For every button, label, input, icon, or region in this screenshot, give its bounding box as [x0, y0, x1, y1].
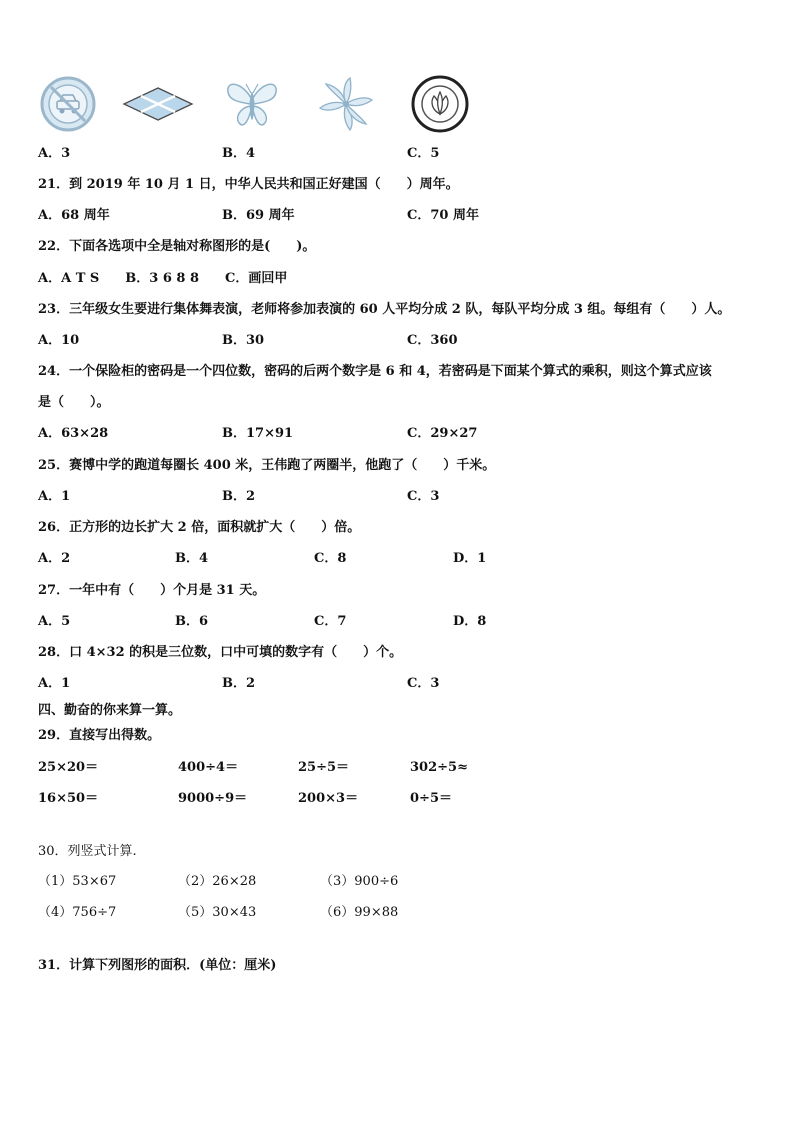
- q26-option-a[interactable]: A．2: [38, 551, 71, 566]
- leaf-circle-icon: [410, 74, 470, 134]
- q25-option-c[interactable]: C．3: [407, 489, 440, 504]
- q27-option-c[interactable]: C．7: [314, 614, 347, 629]
- q24-stem-line-1: 24．一个保险柜的密码是一个四位数，密码的后两个数字是 6 和 4，若密码是下面某个算式的乘积，则这个算式应该: [38, 364, 712, 379]
- q23-option-a[interactable]: A．10: [38, 333, 80, 348]
- q21-stem: 21．到 2019 年 10 月 1 日，中华人民共和国正好建国（ ）周年。: [38, 177, 459, 192]
- q27-stem: 27．一年中有（ ）个月是 31 天。: [38, 583, 266, 598]
- q29-stem: 29．直接写出得数。: [38, 728, 161, 743]
- diamond-grid-icon: [122, 74, 194, 134]
- butterfly-icon: [222, 74, 282, 134]
- q25-option-a[interactable]: A．1: [38, 489, 71, 504]
- q30-item: （1）53×67: [38, 874, 117, 889]
- q23-option-b[interactable]: B．30: [222, 333, 265, 348]
- q22-stem: 22．下面各选项中全是轴对称图形的是( )。: [38, 239, 316, 254]
- q30-item: （6）99×88: [320, 905, 399, 920]
- q30-stem: 30．列竖式计算.: [38, 844, 137, 859]
- q20-option-a[interactable]: A．3: [38, 146, 71, 161]
- q22-options[interactable]: A．A T S B．3 6 8 8 C．画回甲: [38, 271, 288, 286]
- q29-item: 200×3＝: [298, 791, 359, 806]
- q26-option-c[interactable]: C．8: [314, 551, 347, 566]
- q29-item: 16×50＝: [38, 791, 99, 806]
- q30-item: （2）26×28: [178, 874, 257, 889]
- pinwheel-flower-icon: [316, 74, 376, 134]
- q28-option-a[interactable]: A．1: [38, 676, 71, 691]
- q24-option-b[interactable]: B．17×91: [222, 426, 294, 441]
- q30-item: （4）756÷7: [38, 905, 117, 920]
- q28-stem: 28．口 4×32 的积是三位数，口中可填的数字有（ ）个。: [38, 645, 403, 660]
- figure-options-row: [36, 74, 496, 138]
- q24-option-c[interactable]: C．29×27: [407, 426, 478, 441]
- q23-stem: 23．三年级女生要进行集体舞表演，老师将参加表演的 60 人平均分成 2 队，每队平均分成 3 组。每组有（ ）人。: [38, 302, 731, 317]
- q25-option-b[interactable]: B．2: [222, 489, 256, 504]
- q26-stem: 26．正方形的边长扩大 2 倍，面积就扩大（ ）倍。: [38, 520, 361, 535]
- q29-item: 400÷4＝: [178, 760, 239, 775]
- q27-option-b[interactable]: B．6: [175, 614, 209, 629]
- q20-option-c[interactable]: C．5: [407, 146, 440, 161]
- q21-option-b[interactable]: B．69 周年: [222, 208, 295, 223]
- q20-option-b[interactable]: B．4: [222, 146, 256, 161]
- q25-stem: 25．赛博中学的跑道每圈长 400 米，王伟跑了两圈半，他跑了（ ）千米。: [38, 458, 496, 473]
- q24-option-a[interactable]: A．63×28: [38, 426, 109, 441]
- q27-option-a[interactable]: A．5: [38, 614, 71, 629]
- q24-stem-line-2: 是（ ）。: [38, 395, 110, 410]
- q28-option-c[interactable]: C．3: [407, 676, 440, 691]
- q29-item: 25×20＝: [38, 760, 99, 775]
- q29-item: 302÷5≈: [410, 760, 468, 775]
- q29-item: 0÷5＝: [410, 791, 452, 806]
- q28-option-b[interactable]: B．2: [222, 676, 256, 691]
- q30-item: （3）900÷6: [320, 874, 399, 889]
- q29-item: 25÷5＝: [298, 760, 350, 775]
- q29-item: 9000÷9＝: [178, 791, 248, 806]
- no-car-sign-icon: [38, 74, 98, 134]
- q27-option-d[interactable]: D．8: [453, 614, 487, 629]
- section-title: 四、勤奋的你来算一算。: [38, 703, 182, 718]
- q26-option-b[interactable]: B．4: [175, 551, 209, 566]
- q21-option-c[interactable]: C．70 周年: [407, 208, 479, 223]
- q21-option-a[interactable]: A．68 周年: [38, 208, 110, 223]
- q23-option-c[interactable]: C．360: [407, 333, 458, 348]
- q26-option-d[interactable]: D．1: [453, 551, 487, 566]
- q31-stem: 31．计算下列图形的面积．(单位：厘米): [38, 958, 277, 973]
- q30-item: （5）30×43: [178, 905, 257, 920]
